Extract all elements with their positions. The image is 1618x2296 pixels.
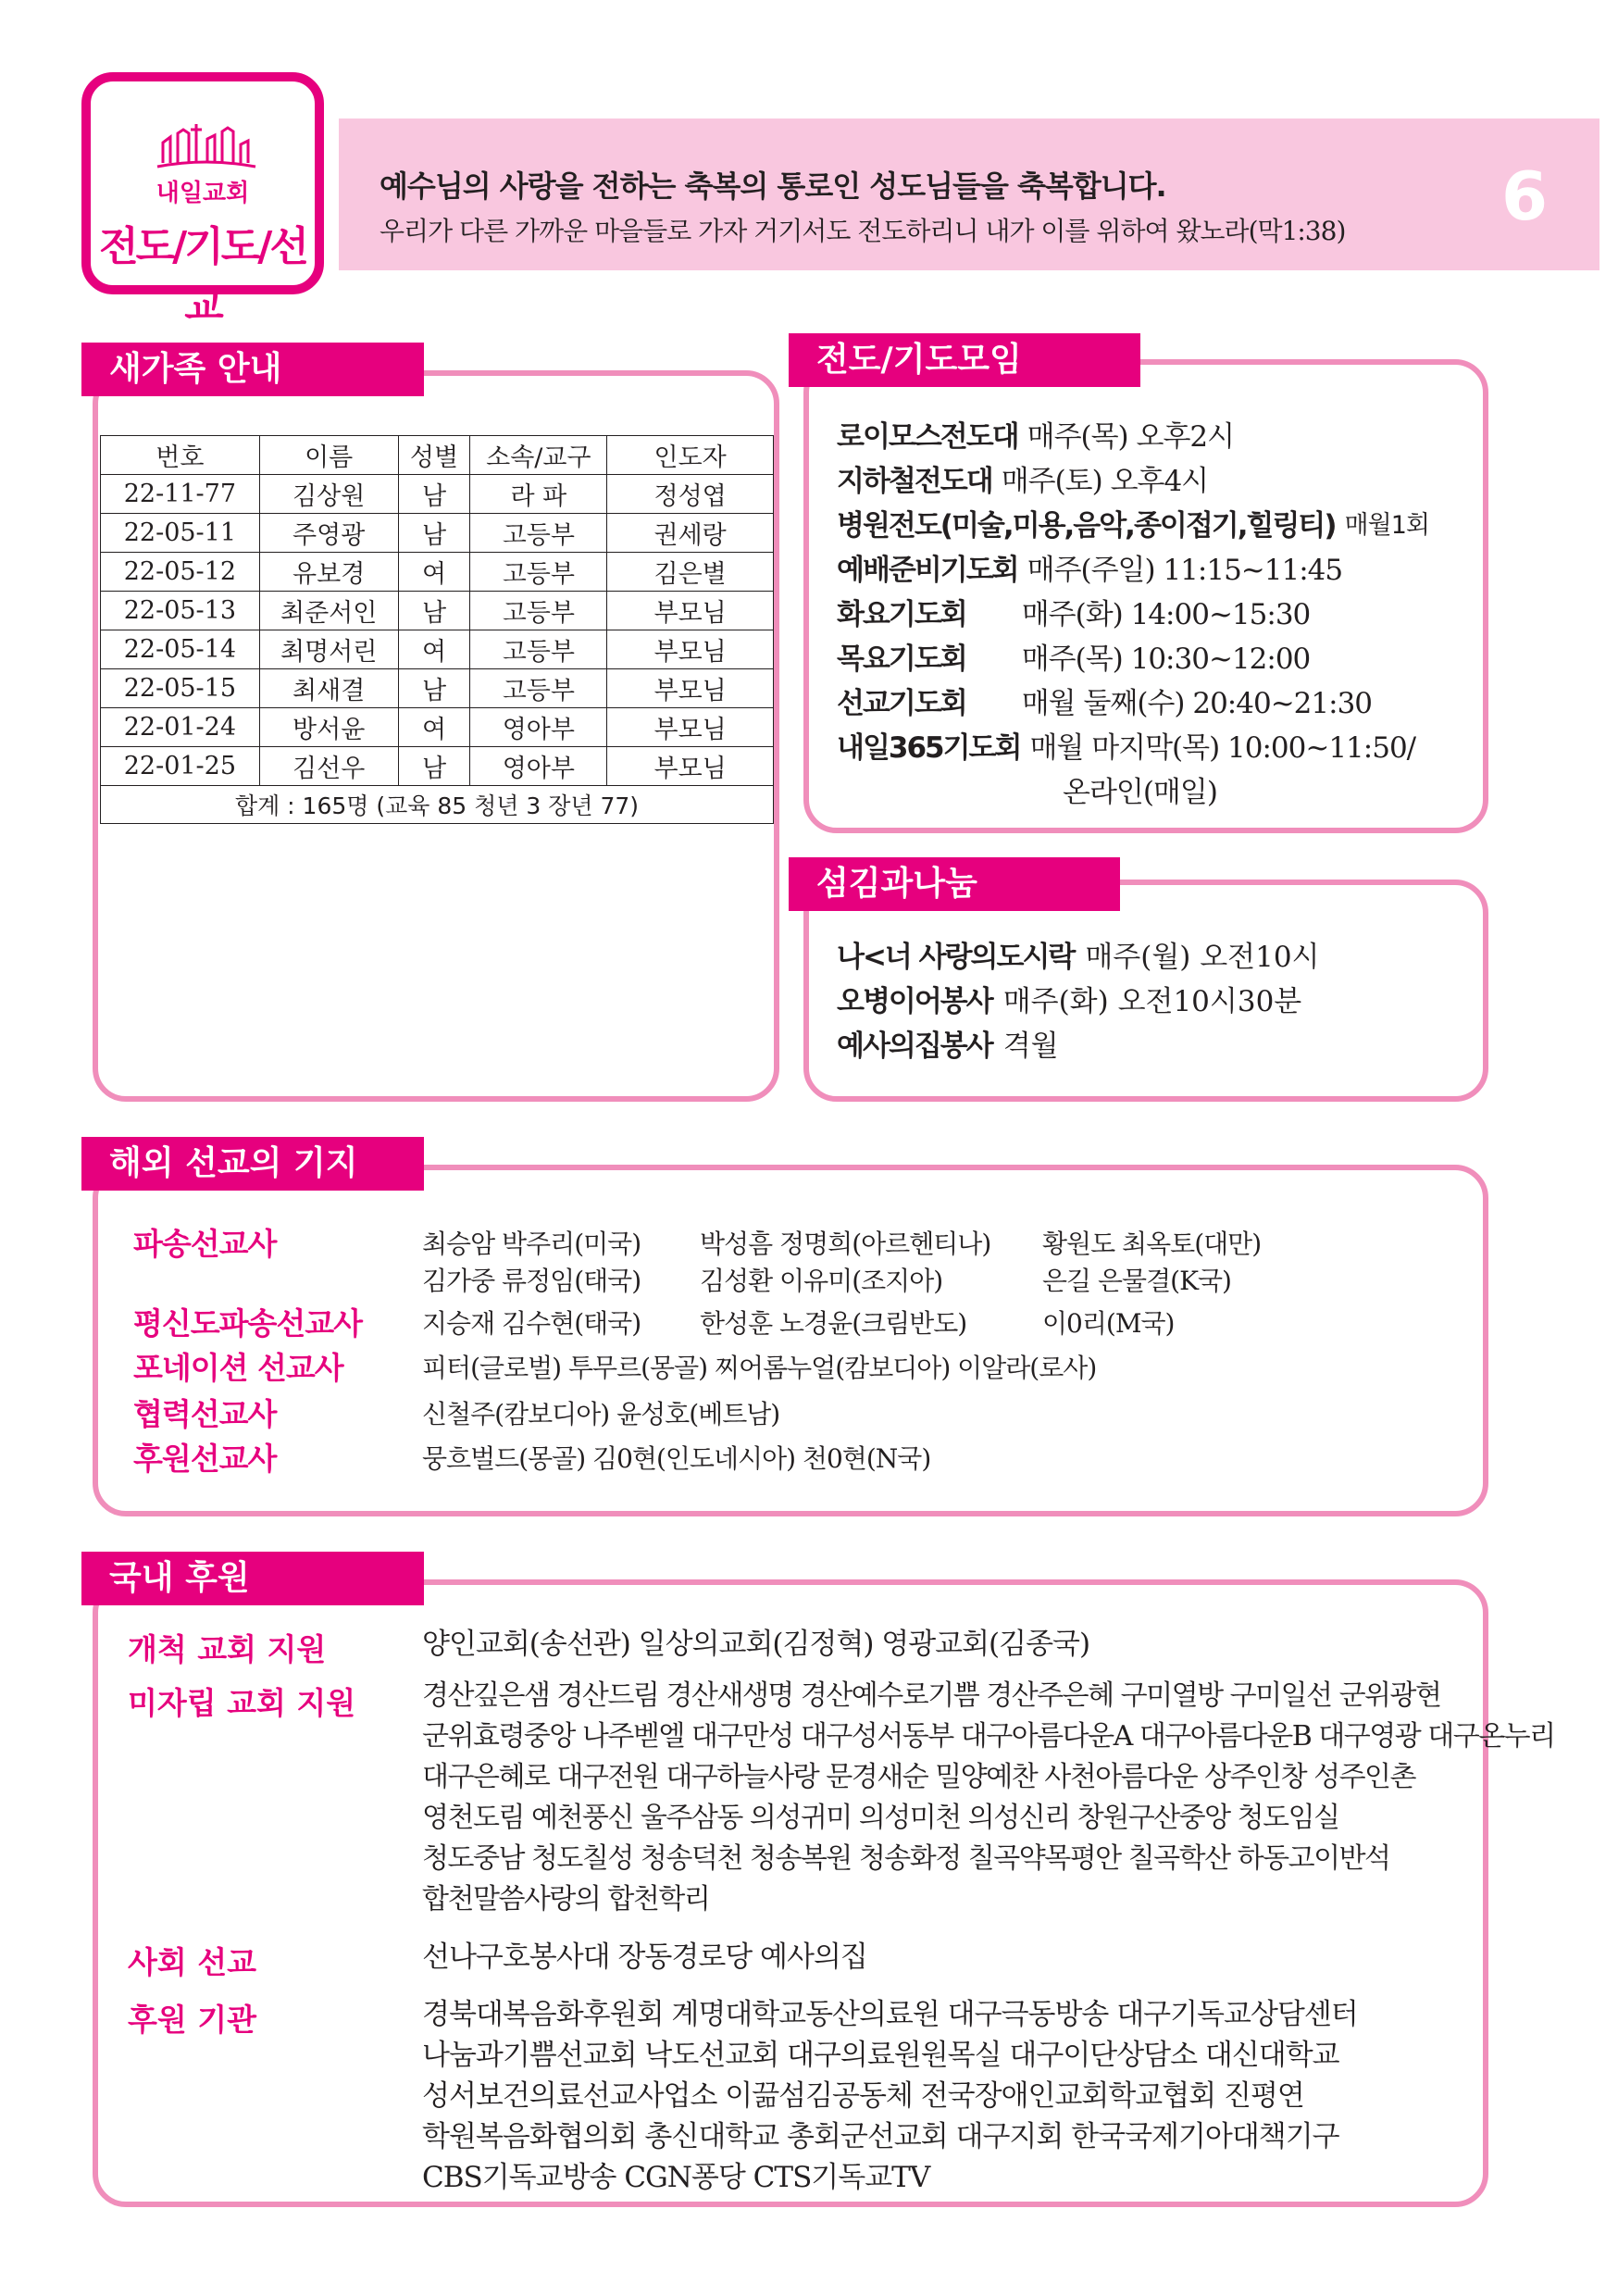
meeting-name: 내일365기도회 (837, 730, 1021, 765)
missionary: 김성환 이유미(조지아) (700, 1266, 943, 1296)
cell: 최명서린 (259, 630, 398, 669)
header-verse: 우리가 다른 가까운 마을들로 가자 거기서도 전도하리니 내가 이를 위하여 왔노라(막1:38) (380, 216, 1346, 246)
label-lay: 평신도파송선교사 (133, 1305, 363, 1341)
cell: 22-05-13 (101, 592, 260, 630)
prayer-list (837, 411, 1485, 811)
cell: 여 (398, 553, 470, 592)
col-header-number: 번호 (101, 436, 260, 475)
cell: 22-01-25 (101, 747, 260, 786)
meeting-name: 목요기도회 (837, 642, 966, 676)
meeting-time: 매주(목) 오후2시 (1027, 419, 1235, 454)
missionary: 은길 은물결(K국) (1042, 1266, 1231, 1296)
table-row (101, 747, 774, 786)
meeting-name: 로이모스전도대 (837, 419, 1018, 454)
unsupported-line: 영천도림 예천풍신 울주삼동 의성귀미 의성미천 의성신리 창원구산중앙 청도임실 (422, 1802, 1339, 1834)
cell: 김상원 (259, 475, 398, 514)
cell: 영아부 (470, 708, 607, 747)
meeting-name: 선교기도회 (837, 686, 966, 720)
col-header-name: 이름 (259, 436, 398, 475)
domestic-title: 국내 후원 (81, 1552, 424, 1605)
list-item-continuation (837, 767, 1485, 811)
table-header-row (101, 436, 774, 475)
church-logo-icon (156, 117, 257, 172)
missionary: 박성흠 정명희(아르헨티나) (700, 1229, 991, 1259)
list-item (837, 976, 1320, 1020)
list-item (837, 633, 1485, 678)
list-item (837, 455, 1485, 500)
col-header-department: 소속/교구 (470, 436, 607, 475)
table-row (101, 630, 774, 669)
cell: 남 (398, 514, 470, 553)
cell: 부모님 (607, 747, 774, 786)
logo-box (81, 72, 324, 330)
cell: 김은별 (607, 553, 774, 592)
cell: 정성엽 (607, 475, 774, 514)
agency-line: 성서보건의료선교사업소 이끎섬김공동체 전국장애인교회학교협회 진평연 (422, 2079, 1304, 2113)
label-agencies: 후원 기관 (128, 2002, 257, 2038)
meeting-time: 매주(화) 14:00~15:30 (1021, 597, 1311, 631)
overseas-title: 해외 선교의 기지 (81, 1137, 424, 1191)
cell: 22-05-14 (101, 630, 260, 669)
cell: 라 파 (470, 475, 607, 514)
cell: 고등부 (470, 669, 607, 708)
pioneer-churches: 양인교회(송선관) 일상의교회(김정혁) 영광교회(김종국) (422, 1628, 1090, 1661)
cell: 고등부 (470, 553, 607, 592)
cell: 22-05-11 (101, 514, 260, 553)
missionary: 이0리(M국) (1042, 1308, 1175, 1339)
new-family-table (100, 435, 774, 824)
meeting-name: 화요기도회 (837, 597, 966, 631)
unsupported-line: 경산깊은샘 경산드림 경산새생명 경산예수로기쁨 경산주은혜 구미열방 구미일선 군위광현 (422, 1679, 1441, 1712)
meeting-time: 매월 둘째(수) 20:40~21:30 (1021, 686, 1373, 720)
table-row (101, 514, 774, 553)
cell: 부모님 (607, 630, 774, 669)
missionary: 한성훈 노경윤(크림반도) (700, 1308, 967, 1339)
cell: 방서윤 (259, 708, 398, 747)
list-item (837, 722, 1485, 767)
cell: 영아부 (470, 747, 607, 786)
label-pioneer: 개척 교회 지원 (128, 1631, 327, 1667)
serving-name: 예사의집봉사 (837, 1029, 992, 1063)
logo-name: 내일교회 (156, 180, 250, 207)
table-row (101, 475, 774, 514)
label-cooperative: 협력선교사 (133, 1396, 277, 1432)
list-item (837, 589, 1485, 633)
label-fornation: 포네이션 선교사 (133, 1350, 343, 1386)
cell: 남 (398, 475, 470, 514)
cell: 남 (398, 669, 470, 708)
cell: 22-05-12 (101, 553, 260, 592)
missionary: 황원도 최옥토(대만) (1042, 1229, 1262, 1259)
unsupported-line: 대구은혜로 대구전원 대구하늘사랑 문경새순 밀양예찬 사천아름다운 상주인창 성주인촌 (422, 1761, 1416, 1793)
list-item (837, 500, 1485, 544)
table-row (101, 669, 774, 708)
cell: 권세랑 (607, 514, 774, 553)
meeting-time: 매월 마지막(목) 10:00~11:50/ (1029, 730, 1416, 765)
cell: 고등부 (470, 630, 607, 669)
table-row (101, 592, 774, 630)
missionary-list: 피터(글로벌) 투무르(몽골) 찌어롬누얼(캄보디아) 이알라(로사) (422, 1353, 1097, 1383)
list-item (837, 931, 1320, 976)
cell: 김선우 (259, 747, 398, 786)
meeting-name: 지하철전도대 (837, 464, 992, 498)
summary-row (101, 786, 774, 824)
list-item (837, 544, 1485, 589)
new-family-title: 새가족 안내 (81, 343, 424, 396)
cell: 22-11-77 (101, 475, 260, 514)
cell: 부모님 (607, 708, 774, 747)
serving-time: 격월 (1002, 1029, 1059, 1063)
label-dispatched: 파송선교사 (133, 1226, 277, 1262)
label-supported: 후원선교사 (133, 1441, 277, 1477)
unsupported-line: 합천말씀사랑의 합천학리 (422, 1883, 710, 1915)
serving-name: 오병이어봉사 (837, 984, 992, 1018)
list-item (837, 411, 1485, 455)
meeting-time: 매월1회 (1344, 510, 1429, 540)
summary-cell: 합계 : 165명 (교육 85 청년 3 장년 77) (101, 786, 774, 824)
missionary-list: 뭉흐벌드(몽골) 김0현(인도네시아) 천0현(N국) (422, 1443, 931, 1474)
cell: 고등부 (470, 592, 607, 630)
missionary: 김가중 류정임(태국) (422, 1266, 641, 1296)
serving-title: 섬김과나눔 (789, 857, 1120, 911)
col-header-gender: 성별 (398, 436, 470, 475)
meeting-name: 병원전도(미술,미용,음악,종이접기,힐링티) (837, 508, 1336, 543)
header-blessing: 예수님의 사랑을 전하는 축복의 통로인 성도님들을 축복합니다. (380, 168, 1166, 204)
social-missions: 선나구호봉사대 장동경로당 예사의집 (422, 1940, 867, 1974)
page-number: 6 (1501, 157, 1549, 235)
label-social: 사회 선교 (128, 1944, 257, 1980)
cell: 여 (398, 708, 470, 747)
cell: 최새결 (259, 669, 398, 708)
table-row (101, 708, 774, 747)
section-title: 전도/기도/선교 (99, 223, 306, 330)
label-unsupported: 미자립 교회 지원 (128, 1685, 356, 1721)
cell: 22-05-15 (101, 669, 260, 708)
cell: 주영광 (259, 514, 398, 553)
cell: 22-01-24 (101, 708, 260, 747)
serving-name: 나<너 사랑의도시락 (837, 940, 1075, 974)
agency-line: 학원복음화협의회 총신대학교 총회군선교회 대구지회 한국국제기아대책기구 (422, 2120, 1339, 2153)
cell: 남 (398, 747, 470, 786)
cell: 최준서인 (259, 592, 398, 630)
meeting-time: 매주(주일) 11:15~11:45 (1027, 553, 1343, 587)
list-item (837, 1020, 1320, 1065)
meeting-time: 매주(목) 10:30~12:00 (1021, 642, 1311, 676)
cell: 부모님 (607, 592, 774, 630)
missionary: 지승재 김수현(태국) (422, 1308, 641, 1339)
agency-line: CBS기독교방송 CGN퐁당 CTS기독교TV (422, 2161, 930, 2194)
meeting-name: 예배준비기도회 (837, 553, 1018, 587)
cell: 유보경 (259, 553, 398, 592)
missionary-list: 신철주(캄보디아) 윤성호(베트남) (422, 1399, 780, 1429)
table-row (101, 553, 774, 592)
agency-line: 경북대복음화후원회 계명대학교동산의료원 대구극동방송 대구기독교상담센터 (422, 1998, 1358, 2031)
cell: 부모님 (607, 669, 774, 708)
list-item (837, 678, 1485, 722)
missionary: 최승암 박주리(미국) (422, 1229, 641, 1259)
meeting-time-continuation: 온라인(매일) (1063, 775, 1217, 809)
col-header-guide: 인도자 (607, 436, 774, 475)
unsupported-line: 군위효령중앙 나주벧엘 대구만성 대구성서동부 대구아름다운A 대구아름다운B 대구영광 대구온누리 (422, 1720, 1555, 1753)
serving-time: 매주(화) 오전10시30분 (1002, 984, 1302, 1018)
meeting-time: 매주(토) 오후4시 (1001, 464, 1209, 498)
unsupported-line: 청도중남 청도칠성 청송덕천 청송복원 청송화정 칠곡약목평안 칠곡학산 하동고이반석 (422, 1842, 1390, 1875)
cell: 여 (398, 630, 470, 669)
prayer-title: 전도/기도모임 (789, 333, 1140, 387)
serving-list (837, 931, 1320, 1065)
cell: 남 (398, 592, 470, 630)
cell: 고등부 (470, 514, 607, 553)
agency-line: 나눔과기쁨선교회 낙도선교회 대구의료원원목실 대구이단상담소 대신대학교 (422, 2039, 1339, 2072)
serving-time: 매주(월) 오전10시 (1085, 940, 1320, 974)
